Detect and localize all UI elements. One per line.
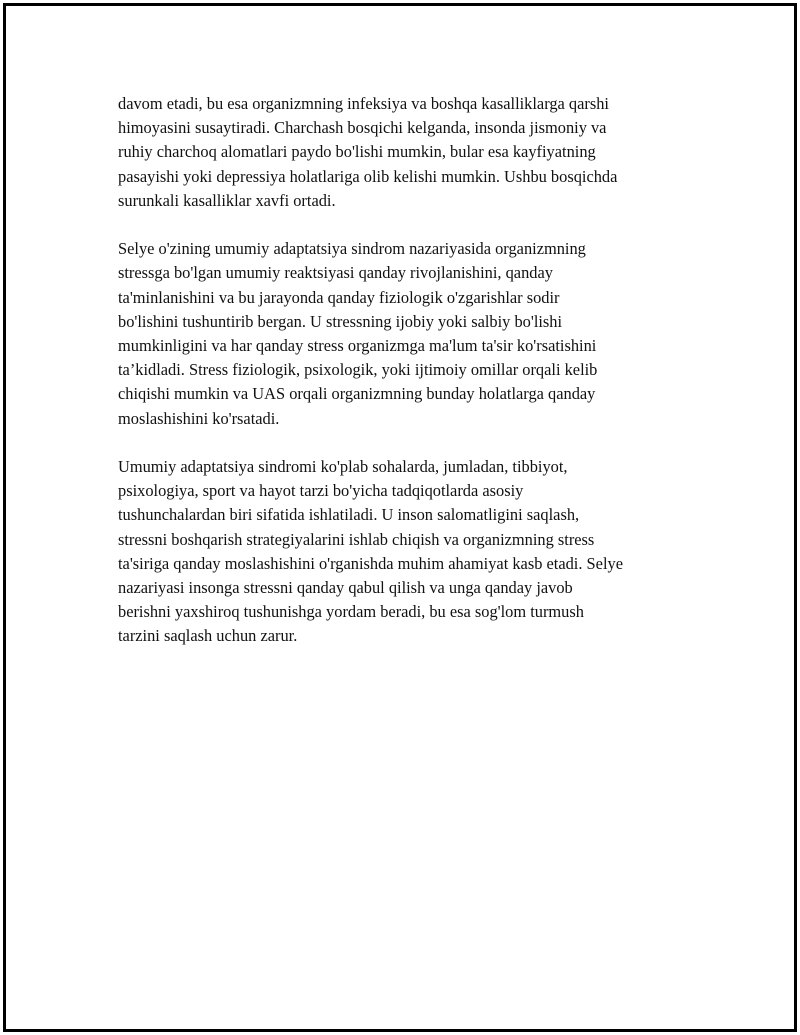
text-line: nazariyasi insonga stressni qanday qabul qilish va unga qanday javob	[118, 578, 573, 598]
text-line: stressga bo'lgan umumiy reaktsiyasi qanday rivojlanishini, qanday	[118, 263, 553, 283]
text-line: surunkali kasalliklar xavfi ortadi.	[118, 190, 336, 210]
text-line: ta'minlanishini va bu jarayonda qanday fiziologik o'zgarishlar sodir	[118, 287, 560, 307]
text-line: ta'siriga qanday moslashishini o'rganishda muhim ahamiyat kasb etadi. Selye	[118, 553, 623, 573]
text-line: mumkinligini va har qanday stress organizmga ma'lum ta'sir ko'rsatishini	[118, 336, 597, 356]
text-line: tarzini saqlash uchun zarur.	[118, 626, 298, 646]
text-line: chiqishi mumkin va UAS orqali organizmning bunday holatlarga qanday	[118, 384, 596, 404]
text-line: Umumiy adaptatsiya sindromi ko'plab sohalarda, jumladan, tibbiyot,	[118, 457, 568, 477]
text-line: stressni boshqarish strategiyalarini ishlab chiqish va organizmning stress	[118, 529, 595, 549]
text-line: moslashishini ko'rsatadi.	[118, 408, 280, 428]
paragraph-3	[118, 455, 690, 649]
text-line: berishni yaxshiroq tushunishga yordam beradi, bu esa sog'lom turmush	[118, 602, 584, 622]
text-line: ruhiy charchoq alomatlari paydo bo'lishi mumkin, bular esa kayfiyatning	[118, 142, 596, 162]
text-line: himoyasini susaytiradi. Charchash bosqichi kelganda, insonda jismoniy va	[118, 118, 607, 138]
text-line: bo'lishini tushuntirib bergan. U stressning ijobiy yoki salbiy bo'lishi	[118, 311, 563, 331]
text-line: davom etadi, bu esa organizmning infeksiya va boshqa kasalliklarga qarshi	[118, 94, 609, 113]
text-line: pasayishi yoki depressiya holatlariga olib kelishi mumkin. Ushbu bosqichda	[118, 166, 618, 186]
document-body	[118, 92, 690, 673]
text-line: ta’kidladi. Stress fiziologik, psixologik, yoki ijtimoiy omillar orqali kelib	[118, 360, 598, 380]
paragraph-2	[118, 237, 690, 431]
text-line: tushunchalardan biri sifatida ishlatiladi. U inson salomatligini saqlash,	[118, 505, 580, 525]
text-line: psixologiya, sport va hayot tarzi bo'yicha tadqiqotlarda asosiy	[118, 481, 524, 501]
text-line: Selye o'zining umumiy adaptatsiya sindrom nazariyasida organizmning	[118, 239, 586, 259]
paragraph-1	[118, 92, 690, 213]
